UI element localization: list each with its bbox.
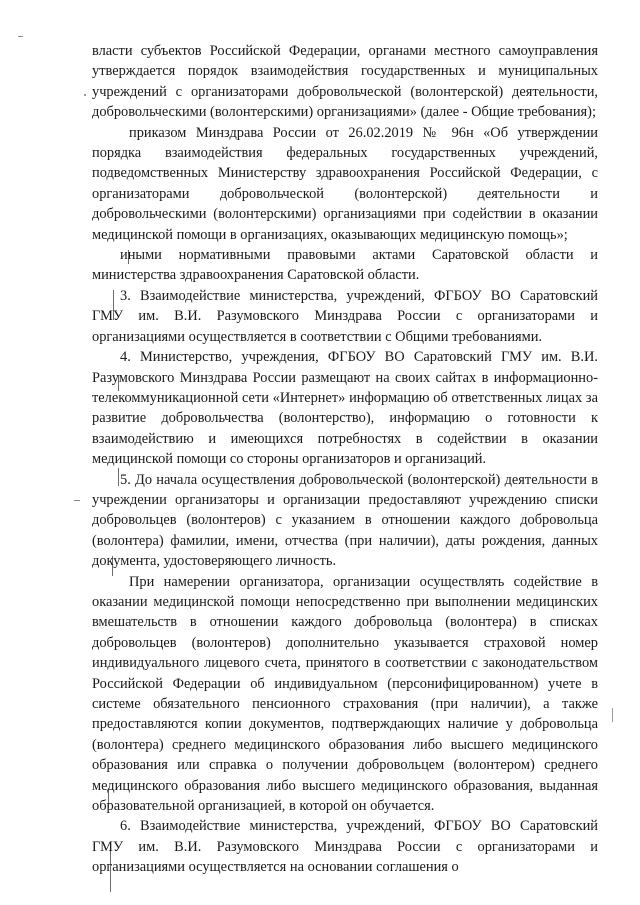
scan-artifact — [84, 94, 86, 96]
paragraph-item-6: 6. Взаимодействие министерства, учреждений, ФГБОУ ВО Саратовский ГМУ им. В.И. Разумовского Минздрава России с организаторами и организациями осуществляется на основании соглашения о — [92, 818, 598, 876]
paragraph-general-requirements-end: власти субъектов Российской Федерации, органами местного самоуправления утверждается порядок взаимодействия государственных и муниципальных учреждений с организаторами добровольческой (волонтерской) деятельности, добровольческими (волонтерскими) организациями» (далее - Общие требования); — [92, 43, 598, 121]
paragraph-item-5-continued: При намерении организатора, организации осуществлять содействие в оказании медицинской помощи непосредственно при выполнении медицинских вмешательств в отношении каждого добровольца (волонтера) в списках добровольцев (волонтеров) дополнительно указывается страховой номер индивидуального лицевого счета, принятого в соответствии с законодательством Российской Федерации об индивидуальном (персонифицированном) учете в системе обязательного пенсионного страхования (при наличии), а также предоставляются копии документов, подтверждающих наличие у добровольца (волонтера) среднего медицинского образования либо высшего медицинского образования или справка о получении добровольцем (волонтером) среднего медицинского образования либо высшего медицинского образования, выданная образовательной организацией, в которой он обучается. — [92, 573, 598, 815]
paragraph-item-3: 3. Взаимодействие министерства, учреждений, ФГБОУ ВО Саратовский ГМУ им. В.И. Разумовского Минздрава России с организаторами и организациями осуществляется в соответствии с Общими требованиями. — [92, 287, 598, 345]
paragraph-item-5: 5. До начала осуществления добровольческой (волонтерской) деятельности в учреждении организаторы и организации предоставляют учреждению списки добровольцев (волонтеров) с указанием в отношении каждого добровольца (волонтера) фамилии, имени, отчества (при наличии), даты рождения, данных документа, удостоверяющего личность. — [92, 471, 598, 570]
paragraph-order-96n: приказом Минздрава России от 26.02.2019 № 96н «Об утверждении порядка взаимодействия федеральных государственных учреждений, подведомственных Министерству здравоохранения Российской Федерации, с организаторами добровольческой (волонтерской) деятельности и добровольческими (волонтерскими) организациями при содействии в оказании медицинской помощи в организациях, оказывающих медицинскую помощь»; — [92, 124, 598, 243]
paragraph-other-acts: иными нормативными правовыми актами Саратовской области и министерства здравоохранения Саратовской области. — [92, 247, 598, 284]
scan-artifact — [18, 36, 23, 37]
document-body — [92, 41, 598, 878]
scan-artifact — [74, 500, 80, 501]
paragraph-item-4: 4. Министерство, учреждения, ФГБОУ ВО Саратовский ГМУ им. В.И. Разумовского Минздрава России размещают на своих сайтах в информационно-телекоммуникационной сети «Интернет» информацию об ответственных лицах за развитие добровольчества (волонтерство), информацию о готовности к взаимодействию и имеющихся потребностях в содействии в оказании медицинской помощи со стороны организаторов и организаций. — [92, 349, 598, 468]
margin-mark — [612, 708, 613, 722]
